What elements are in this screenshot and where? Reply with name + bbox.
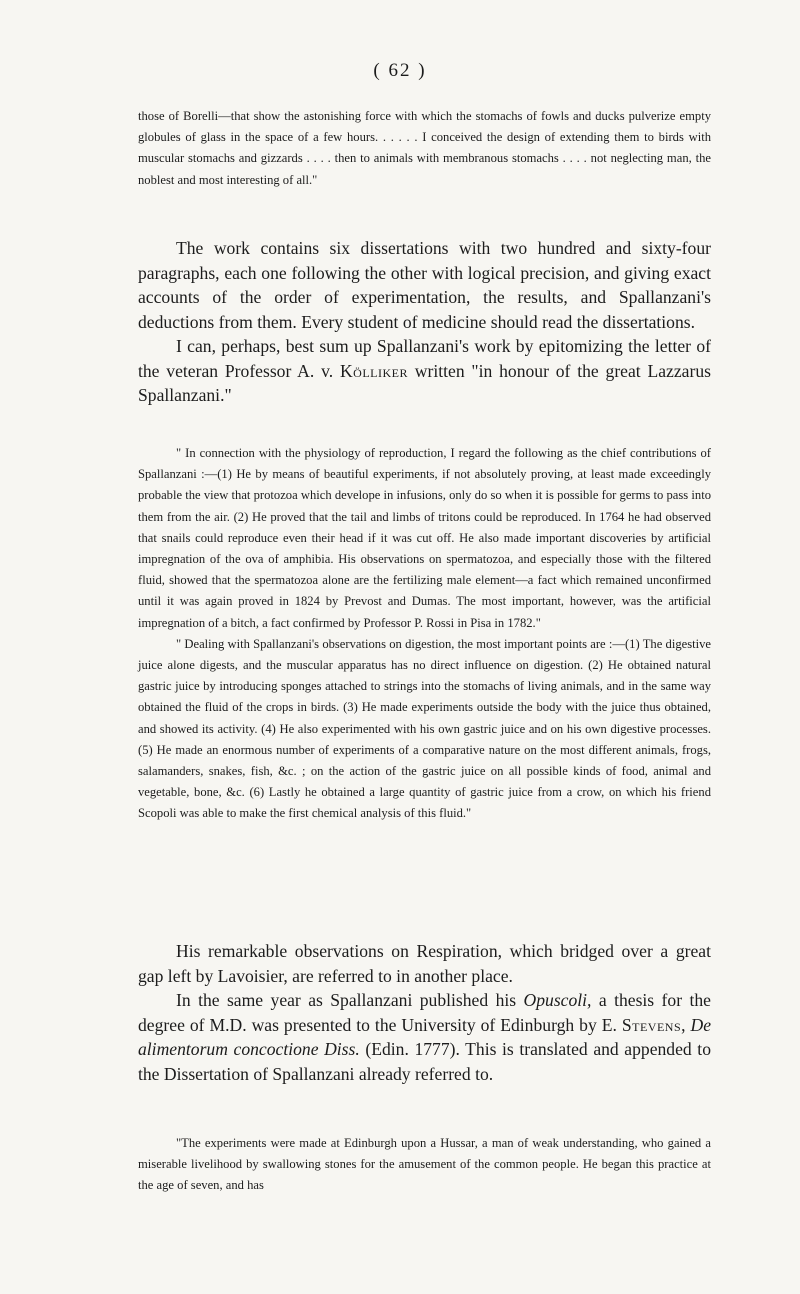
kolliker-intro-text: I can, perhaps, best sum up Spallanzani's work by epitomizing the letter of the veteran Professor A. v. [138, 336, 711, 381]
stevens-text-d: (Edin. 1777). This is translated and appended to the Dissertation of Spallanzani already referred to. [138, 1039, 711, 1084]
stevens-text-a: In the same year as Spallanzani published his [176, 990, 524, 1010]
opuscoli-title: Opuscoli, [523, 990, 592, 1010]
kolliker-quote [138, 443, 711, 825]
page-number: ( 62 ) [373, 60, 427, 81]
quote-reproduction: " In connection with the physiology of reproduction, I regard the following as the chief contributions of Spallanzani :—(1) He by means of beautiful experiments, if not absolutely proving, at least made exceedingly probable the view that protozoa which develope in infusions, only do so when it is possible for germs to pass into them from the air. (2) He proved that the tail and limbs of tritons could be reproduced. In 1764 he had observed that snails could reproduce even their head if it was cut off. He also made important discoveries by artificial impregnation of the ova of amphibia. His observations on spermatozoa, and especially those with the filtered fluid, showed that the spermatozoa alone are the fertilizing male element—a fact which remained unconfirmed until it was again proved in 1824 by Prevost and Dumas. The most important, however, was the artificial impregnation of a bitch, a fact confirmed by Professor P. Rossi in Pisa in 1782." [138, 446, 711, 630]
stevens-text-b: a thesis for the degree of M.D. was presented to the University of Edinburgh by E. [138, 990, 711, 1035]
closing-quote [138, 1133, 711, 1197]
body-section-2 [138, 939, 711, 1086]
body-paragraph-kolliker [138, 334, 711, 408]
body-paragraph-dissertations: The work contains six dissertations with two hundred and sixty-four paragraphs, each one following the other with logical precision, and giving exact accounts of the order of experimentation, the results, and Spallanzani's deductions from them. Every student of medicine should read the dissertations. [138, 238, 711, 332]
closing-quote-text: "The experiments were made at Edinburgh upon a Hussar, a man of weak understanding, who gained a miserable livelihood by swallowing stones for the amusement of the common people. He began this practice at the age of seven, and has [138, 1136, 711, 1193]
opening-quote-text: those of Borelli—that show the astonishing force with which the stomachs of fowls and ducks pulverize empty globules of glass in the space of a few hours. . . . . . I conceived the design of extending them to birds with muscular stomachs and gizzards . . . . then to animals with membranous stomachs . . . . not neglecting man, the noblest and most interesting of all." [138, 109, 711, 187]
quote-digestion: " Dealing with Spallanzani's observations on digestion, the most important points are :—(1) The digestive juice alone digests, and the muscular apparatus has no direct influence on digestion. (2) He obtained natural gastric juice by introducing sponges attached to strings into the stomachs of living animals, and in the same way obtained the fluid of the crops in birds. (3) He made experiments outside the body with the juice thus obtained, and showed its activity. (4) He also experimented with his own gastric juice and on his own digestive processes. (5) He made an enormous number of experiments of a comparative nature on the most different animals, frogs, salamanders, snakes, fish, &c. ; on the action of the gastric juice on all possible kinds of food, animal and vegetable, bone, &c. (6) Lastly he obtained a large quantity of gastric juice from a crow, on which his friend Scopoli was able to make the first chemical analysis of this fluid." [138, 636, 711, 821]
stevens-name: Stevens [621, 1014, 682, 1035]
kolliker-name: Kölliker [339, 360, 408, 381]
body-paragraph-stevens [138, 988, 711, 1086]
stevens-thesis-title: De alimentorum concoctione Diss. [138, 1014, 712, 1059]
body-paragraph-respiration: His remarkable observations on Respiration, which bridged over a great gap left by Lavoisier, are referred to in another place. [138, 941, 711, 986]
stevens-text-c: , [681, 1014, 691, 1035]
body-section-1 [138, 236, 711, 408]
opening-quote [138, 106, 711, 191]
kolliker-outro-text: written "in honour of the great Lazzarus Spallanzani." [138, 360, 711, 405]
